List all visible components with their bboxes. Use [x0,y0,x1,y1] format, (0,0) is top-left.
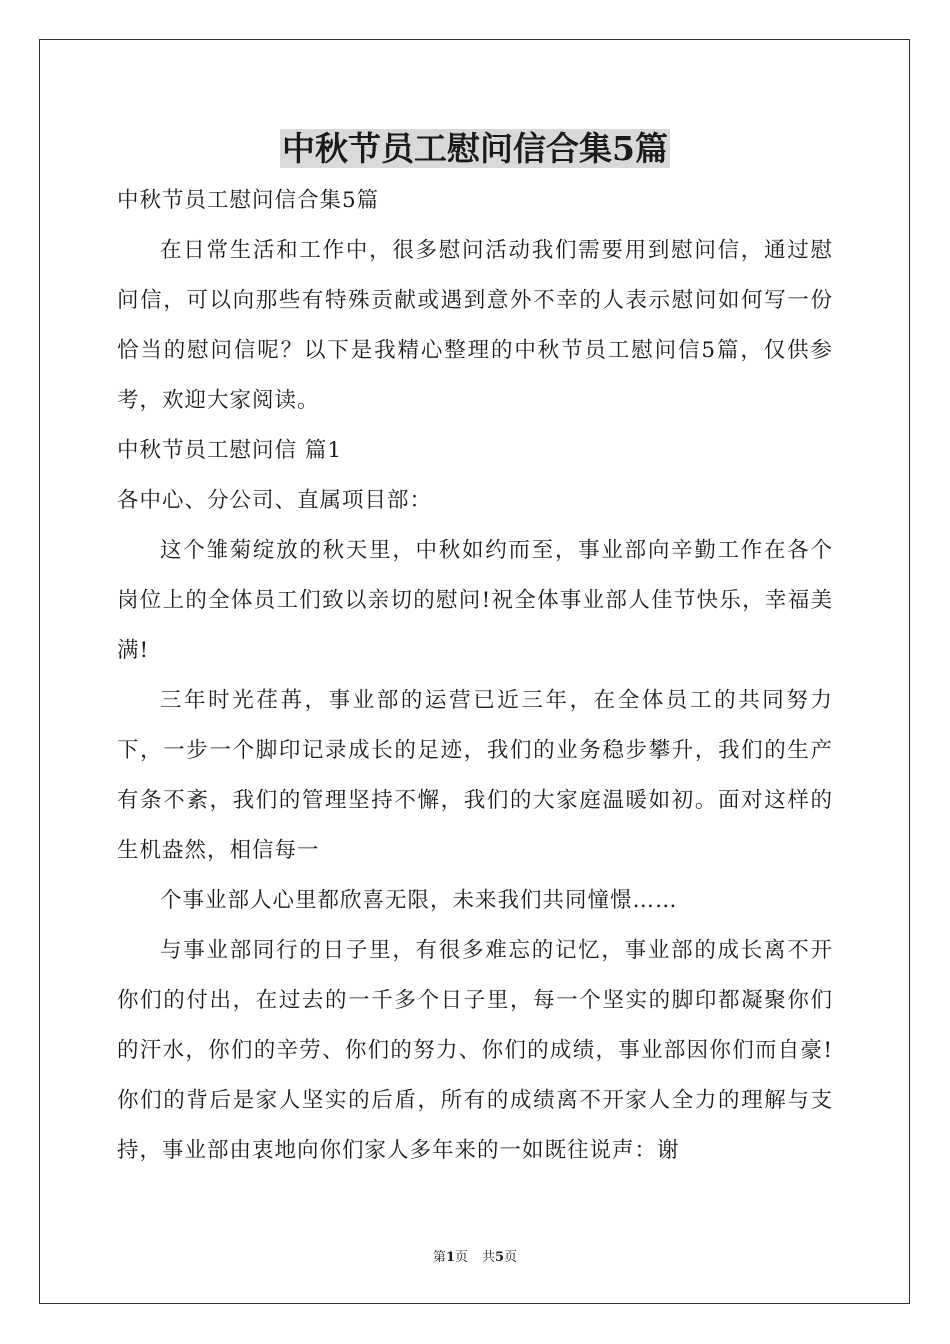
page-footer [0,1246,950,1265]
paragraph: 各中心、分公司、直属项目部： [117,488,433,513]
document-body [117,176,833,1176]
footer-page-prefix: 第 [432,1250,446,1265]
footer-page-suffix: 页 [454,1250,468,1265]
document-title-text: 中秋节员工慰问信合集5篇 [282,129,668,168]
paragraph: 个事业部人心里都欣喜无限，未来我们共同憧憬…… [160,888,678,913]
paragraph: 中秋节员工慰问信 篇1 [117,438,343,463]
footer-total-pages: 5 [495,1250,505,1265]
paragraph: 中秋节员工慰问信合集5篇 [117,188,380,213]
paragraph: 这个雏菊绽放的秋天里，中秋如约而至，事业部向辛勤工作在各个岗位上的全体员工们致以亲切的慰问!祝全体事业部人佳节快乐，幸福美满! [117,538,833,663]
paragraph: 在日常生活和工作中，很多慰问活动我们需要用到慰问信，通过慰问信，可以向那些有特殊贡献或遇到意外不幸的人表示慰问如何写一份恰当的慰问信呢？以下是我精心整理的中秋节员工慰问信5篇，仅供参考，欢迎大家阅读。 [117,238,833,413]
footer-total-suffix: 页 [504,1250,518,1265]
paragraph: 三年时光荏苒，事业部的运营已近三年，在全体员工的共同努力下，一步一个脚印记录成长的足迹，我们的业务稳步攀升，我们的生产有条不紊，我们的管理坚持不懈，我们的大家庭温暖如初。面对这样的生机盎然，相信每一 [117,688,833,863]
paragraph: 与事业部同行的日子里，有很多难忘的记忆，事业部的成长离不开你们的付出，在过去的一千多个日子里，每一个坚实的脚印都凝聚你们的汗水，你们的辛劳、你们的努力、你们的成绩，事业部因你们而自豪!你们的背后是家人坚实的后盾，所有的成绩离不开家人全力的理解与支持，事业部由衷地向你们家人多年来的一如既往说声：谢 [117,938,833,1163]
document-title [0,126,950,172]
footer-page-number: 1 [445,1250,455,1265]
footer-total-prefix: 共 [482,1250,496,1265]
